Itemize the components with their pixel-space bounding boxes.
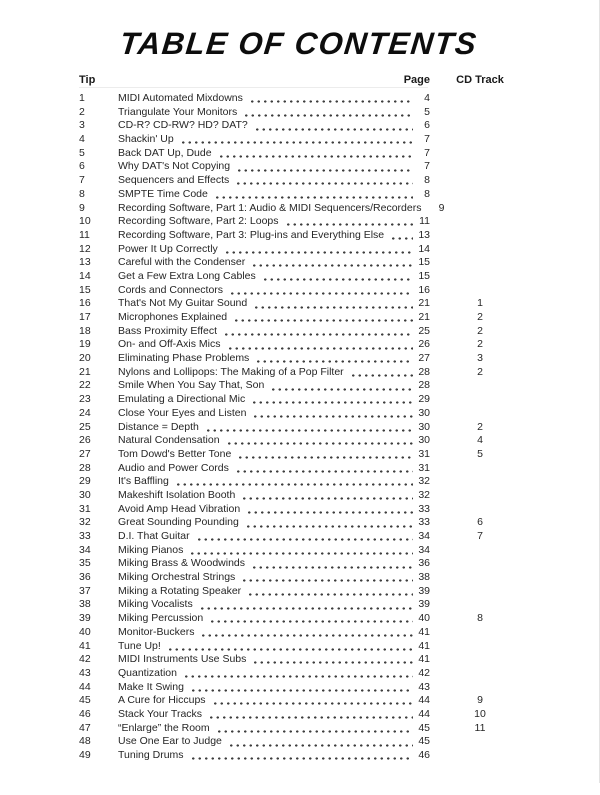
toc-row [0, 516, 530, 530]
dot-leader [218, 147, 413, 161]
tip-number: 28 [79, 461, 91, 474]
dot-leader [241, 489, 413, 503]
entry-title: Stack Your Tracks [118, 707, 203, 720]
toc-row [0, 544, 530, 558]
tip-number: 20 [79, 352, 91, 365]
page-number: 40 [418, 612, 430, 625]
dot-leader [255, 352, 413, 366]
toc-row [0, 612, 530, 626]
page-number: 39 [418, 584, 430, 597]
entry-title: Smile When You Say That, Son [118, 379, 265, 392]
tip-number: 16 [79, 297, 91, 310]
tip-number: 25 [79, 420, 91, 433]
page-number: 34 [418, 543, 430, 556]
toc-row [0, 311, 530, 325]
tip-number: 10 [79, 215, 91, 228]
tip-number: 21 [79, 365, 91, 378]
entry-title: Power It Up Correctly [118, 242, 218, 255]
toc-row [0, 352, 530, 366]
page-number: 30 [418, 406, 430, 419]
toc-row [0, 174, 530, 188]
column-header-cd-track: CD Track [456, 74, 504, 86]
entry-title: Nylons and Lollipops: The Making of a Pop Filter [118, 365, 344, 378]
page-number: 30 [418, 434, 430, 447]
tip-number: 41 [79, 639, 91, 652]
tip-number: 49 [79, 749, 91, 761]
toc-row [0, 284, 530, 298]
toc-row [0, 297, 530, 311]
dot-leader [235, 462, 413, 476]
page-number: 11 [419, 215, 430, 228]
page-number: 7 [424, 160, 430, 173]
dot-leader [229, 284, 413, 298]
page-number: 8 [424, 187, 430, 200]
toc-row [0, 475, 530, 489]
page-number: 32 [418, 488, 430, 501]
toc-row [0, 229, 530, 243]
toc-row [0, 530, 530, 544]
dot-leader [199, 598, 413, 612]
dot-leader [246, 503, 413, 517]
dot-leader [253, 297, 413, 311]
toc-row [0, 448, 530, 462]
entry-title: Triangulate Your Monitors [118, 105, 238, 118]
tip-number: 24 [79, 406, 91, 419]
toc-row [0, 133, 530, 147]
column-header-tip: Tip [79, 74, 96, 86]
entry-title: Tune Up! [118, 639, 161, 652]
column-header-page: Page [403, 74, 430, 86]
entry-title: Miking a Rotating Speaker [118, 584, 242, 597]
entry-title: Why DAT's Not Copying [118, 160, 231, 173]
entry-title: Emulating a Directional Mic [118, 393, 246, 406]
entry-title: Miking Orchestral Strings [118, 571, 236, 584]
page-number: 31 [418, 461, 430, 474]
toc-row [0, 571, 530, 585]
toc-row [0, 119, 530, 133]
page-number: 6 [424, 119, 430, 132]
entry-title: Cords and Connectors [118, 283, 224, 296]
dot-leader [243, 106, 413, 120]
toc-row [0, 598, 530, 612]
page-number: 44 [418, 694, 430, 707]
tip-number: 43 [79, 666, 91, 679]
entry-title: Tom Dowd's Better Tone [118, 447, 232, 460]
entry-title: MIDI Instruments Use Subs [118, 653, 247, 666]
entry-title: Back DAT Up, Dude [118, 146, 212, 159]
toc-row [0, 503, 530, 517]
cd-track-number: 2 [477, 365, 483, 378]
entry-title: Avoid Amp Head Vibration [118, 502, 241, 515]
entry-title: Audio and Power Cords [118, 461, 229, 474]
tip-number: 13 [79, 256, 91, 269]
toc-row [0, 434, 530, 448]
tip-number: 29 [79, 475, 91, 488]
page-number: 13 [418, 228, 430, 241]
tip-number: 22 [79, 379, 91, 392]
tip-number: 30 [79, 488, 91, 501]
dot-leader [350, 366, 413, 380]
tip-number: 18 [79, 324, 91, 337]
page-number: 31 [418, 447, 430, 460]
tip-number: 35 [79, 557, 91, 570]
entry-title: Recording Software, Part 2: Loops [118, 215, 279, 228]
page-number: 34 [418, 530, 430, 542]
page-number: 41 [418, 653, 430, 666]
page-number: 29 [418, 393, 430, 406]
dot-leader [175, 475, 413, 489]
dot-leader [196, 530, 413, 544]
toc-row [0, 188, 530, 202]
entry-title: Microphones Explained [118, 311, 228, 323]
tip-number: 26 [79, 434, 91, 447]
page-number: 41 [418, 625, 430, 638]
entry-title: Miking Brass & Woodwinds [118, 557, 246, 570]
cd-track-number: 5 [477, 447, 483, 460]
tip-number: 32 [79, 516, 91, 529]
page-number: 46 [418, 749, 430, 761]
dot-leader [285, 215, 413, 229]
tip-number: 17 [79, 311, 91, 323]
entry-title: Bass Proximity Effect [118, 324, 218, 337]
toc-row [0, 626, 530, 640]
toc-row [0, 338, 530, 352]
page-number: 14 [418, 242, 430, 255]
toc-row [0, 667, 530, 681]
page-number: 26 [418, 338, 430, 351]
entry-title: Recording Software, Part 1: Audio & MIDI Sequencers/Recorders [118, 201, 422, 214]
page-number: 28 [418, 379, 430, 392]
dot-leader [245, 516, 413, 530]
page-number: 5 [424, 105, 430, 118]
dot-leader [251, 557, 413, 571]
cd-track-number: 4 [477, 434, 483, 447]
dot-leader [190, 749, 413, 763]
tip-number: 31 [79, 502, 91, 515]
toc-row [0, 215, 530, 229]
dot-leader [241, 571, 413, 585]
dot-leader [190, 681, 413, 695]
dot-leader [212, 694, 413, 708]
page-title: TABLE OF CONTENTS [118, 26, 480, 61]
toc-row [0, 379, 530, 393]
tip-number: 6 [79, 160, 85, 173]
entry-title: Eliminating Phase Problems [118, 352, 250, 365]
tip-number: 7 [79, 174, 85, 187]
entry-title: Recording Software, Part 3: Plug-ins and Everything Else [118, 228, 385, 241]
page-number: 9 [438, 201, 445, 214]
entry-title: MIDI Automated Mixdowns [118, 92, 243, 104]
entry-title: Close Your Eyes and Listen [118, 406, 247, 419]
entry-title: CD-R? CD-RW? HD? DAT? [118, 119, 248, 132]
cd-track-number: 2 [477, 324, 483, 337]
dot-leader [236, 160, 413, 174]
tip-number: 11 [79, 228, 90, 241]
dot-leader [224, 243, 413, 257]
tip-number: 40 [79, 625, 91, 638]
page-number: 42 [418, 666, 430, 679]
page-number: 15 [418, 269, 430, 282]
entry-title: A Cure for Hiccups [118, 694, 206, 707]
entry-title: Makeshift Isolation Booth [118, 488, 236, 501]
toc-row [0, 489, 530, 503]
dot-leader [208, 708, 413, 722]
entry-title: That's Not My Guitar Sound [118, 297, 248, 310]
toc-row [0, 325, 530, 339]
cd-track-number: 8 [477, 612, 483, 625]
entry-title: Natural Condensation [118, 434, 220, 447]
tip-number: 15 [79, 283, 91, 296]
page-number: 38 [418, 571, 430, 584]
dot-leader [235, 174, 413, 188]
tip-number: 42 [79, 653, 91, 666]
toc-row [0, 243, 530, 257]
page-number: 33 [418, 516, 430, 529]
dot-leader [247, 585, 413, 599]
page-number: 25 [418, 324, 430, 337]
entry-title: Miking Percussion [118, 612, 204, 625]
cd-track-number: 11 [474, 721, 486, 734]
tip-number: 1 [79, 92, 85, 104]
toc-row [0, 462, 530, 476]
page-number: 28 [418, 365, 430, 378]
toc-row [0, 722, 530, 736]
page-number: 16 [418, 283, 430, 296]
page-number: 32 [418, 475, 430, 488]
toc-row [0, 557, 530, 571]
dot-leader [183, 667, 413, 681]
tip-number: 34 [79, 543, 91, 556]
entry-title: It's Baffling [118, 475, 169, 488]
page-number: 27 [418, 352, 430, 365]
entry-title: Distance = Depth [118, 420, 199, 433]
tip-number: 12 [79, 242, 91, 255]
tip-number: 27 [79, 447, 91, 460]
dot-leader [237, 448, 413, 462]
toc-row [0, 749, 530, 763]
entry-title: Quantization [118, 666, 177, 679]
toc-row [0, 585, 530, 599]
page-number: 44 [418, 707, 430, 720]
entry-title: Get a Few Extra Long Cables [118, 269, 256, 282]
cd-track-number: 2 [477, 420, 483, 433]
entry-title: Monitor-Buckers [118, 625, 195, 638]
toc-row [0, 735, 530, 749]
cd-track-number: 2 [477, 311, 483, 323]
toc-row [0, 92, 530, 106]
dot-leader [200, 626, 413, 640]
tip-number: 45 [79, 694, 91, 707]
cd-track-number: 6 [477, 516, 483, 529]
page-number: 30 [418, 420, 430, 433]
entry-title: “Enlarge” the Room [118, 721, 210, 734]
dot-leader [228, 735, 413, 749]
dot-leader [205, 421, 413, 435]
entry-title: On- and Off-Axis Mics [118, 338, 221, 351]
entry-title: D.I. That Guitar [118, 530, 190, 542]
entry-title: Careful with the Condenser [118, 256, 246, 269]
cd-track-number: 7 [477, 530, 483, 542]
tip-number: 8 [79, 187, 85, 200]
entry-title: Sequencers and Effects [118, 174, 230, 187]
dot-leader [251, 256, 413, 270]
toc-row [0, 270, 530, 284]
dot-leader [216, 722, 413, 736]
toc-entries [0, 92, 600, 763]
dot-leader [189, 544, 413, 558]
page-number: 41 [418, 639, 430, 652]
column-headers [0, 74, 530, 86]
toc-row [0, 147, 530, 161]
tip-number: 47 [79, 721, 91, 734]
tip-number: 5 [79, 146, 85, 159]
tip-number: 36 [79, 571, 91, 584]
dot-leader [214, 188, 413, 202]
dot-leader [270, 379, 413, 393]
tip-number: 19 [79, 338, 91, 351]
entry-title: Make It Swing [118, 680, 184, 693]
entry-title: Great Sounding Pounding [118, 516, 239, 529]
toc-row [0, 393, 530, 407]
page-number: 39 [418, 598, 430, 611]
tip-number: 2 [79, 105, 85, 118]
cd-track-number: 10 [474, 707, 486, 720]
tip-number: 46 [79, 707, 91, 720]
dot-leader [249, 92, 413, 106]
dot-leader [251, 393, 413, 407]
entry-title: Miking Vocalists [118, 598, 193, 611]
dot-leader [180, 133, 413, 147]
toc-row [0, 653, 530, 667]
entry-title: Miking Pianos [118, 543, 184, 556]
tip-number: 44 [79, 680, 91, 693]
page-number: 45 [418, 735, 430, 748]
dot-leader [390, 229, 413, 243]
page-number: 21 [418, 311, 430, 323]
page-number: 33 [418, 502, 430, 515]
tip-number: 37 [79, 584, 91, 597]
toc-row [0, 681, 530, 695]
cd-track-number: 2 [477, 338, 483, 351]
dot-leader [227, 338, 414, 352]
tip-number: 9 [79, 201, 85, 214]
toc-row [0, 106, 530, 120]
page-number: 15 [418, 256, 430, 269]
page-number: 8 [424, 174, 430, 187]
page-number: 21 [418, 297, 430, 310]
toc-row [0, 160, 530, 174]
tip-number: 33 [79, 530, 91, 542]
dot-leader [262, 270, 413, 284]
entry-title: SMPTE Time Code [118, 187, 208, 200]
toc-row [0, 708, 530, 722]
dot-leader [226, 434, 413, 448]
tip-number: 48 [79, 735, 91, 748]
cd-track-number: 9 [477, 694, 483, 707]
dot-leader [167, 640, 413, 654]
page-number: 4 [424, 92, 430, 104]
page-number: 45 [418, 721, 430, 734]
entry-title: Tuning Drums [118, 749, 184, 761]
page-number: 43 [418, 680, 430, 693]
dot-leader [254, 119, 413, 133]
dot-leader [252, 407, 413, 421]
page-number: 7 [424, 146, 430, 159]
tip-number: 4 [79, 133, 85, 146]
entry-title: Shackin' Up [118, 133, 174, 146]
dot-leader [233, 311, 413, 325]
dot-leader [209, 612, 413, 626]
entry-title: Use One Ear to Judge [118, 735, 222, 748]
toc-row [0, 694, 530, 708]
tip-number: 38 [79, 598, 91, 611]
toc-row [0, 640, 530, 654]
tip-number: 3 [79, 119, 85, 132]
toc-row [0, 421, 530, 435]
page-number: 7 [424, 133, 430, 146]
cd-track-number: 3 [477, 352, 483, 365]
toc-row [0, 366, 530, 380]
dot-leader [252, 653, 413, 667]
tip-number: 39 [79, 612, 91, 625]
tip-number: 23 [79, 393, 91, 406]
dot-leader [223, 325, 413, 339]
page-number: 36 [418, 557, 430, 570]
toc-row [0, 202, 530, 216]
header-rule [79, 87, 428, 88]
toc-row [0, 407, 530, 421]
tip-number: 14 [79, 269, 91, 282]
cd-track-number: 1 [477, 297, 483, 310]
toc-row [0, 256, 530, 270]
